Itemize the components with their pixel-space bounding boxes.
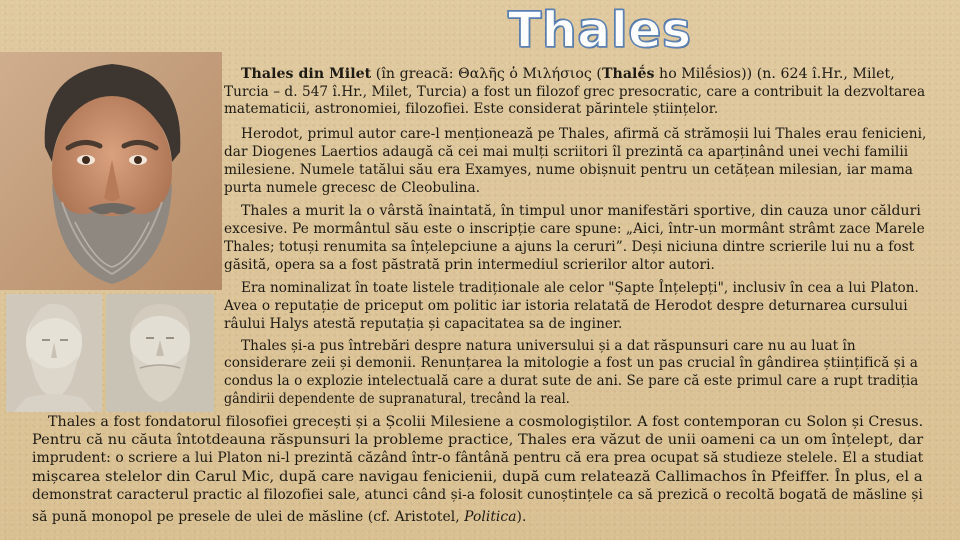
text-span: Thales și-a pus întrebări despre natura universului și a dat răspunsuri care nu au luat în: [241, 338, 856, 354]
text-span: purta numele grecesc de Cleobulina.: [224, 180, 481, 196]
italic-text: Politica: [464, 509, 517, 525]
text-line: [224, 162, 913, 180]
text-line: [241, 66, 895, 84]
text-span: imprudent: o scriere a lui Platon ni-l prezintă căzând într-o fântână pentru că era prea ocupat să studieze stelele. El a studiat: [32, 450, 924, 466]
text-line: [224, 355, 918, 373]
text-span: Thales a fost fondatorul filosofiei grecești și a Școlii Milesiene a cosmologiștilor. A fost contemporan cu Solon și Cresus.: [48, 414, 924, 430]
text-span: matematicii, astronomiei, filozofiei. Este considerat părintele științelor.: [224, 101, 719, 117]
text-line: [48, 414, 923, 432]
text-line: [32, 450, 923, 468]
text-span: Pentru că nu căuta întotdeauna răspunsuri la probleme practice, Thales era văzut de unii oameni ca un om înțelept, dar: [32, 432, 924, 448]
text-line: [224, 391, 570, 409]
text-span: râului Halys atestă reputația și capacitatea sa de inginer.: [224, 316, 623, 332]
text-line: [241, 203, 921, 221]
text-line: [224, 373, 918, 391]
slide-title: Thales: [508, 2, 692, 59]
text-span: găsită, opera sa a fost păstrată prin intermediul scrierilor altor autori.: [224, 257, 715, 273]
bust-illustration-1: [6, 294, 102, 412]
text-line: [224, 239, 914, 257]
text-span: milesiene. Numele tatălui său era Examyes, nume obișnuit pentru un cetățean milesian, iar mama: [224, 162, 914, 178]
text-span: Thales a murit la o vârstă înaintată, în timpul unor manifestări sportive, din cauza unor călduri: [241, 203, 921, 219]
text-line: [32, 469, 923, 487]
text-span: ).: [516, 509, 527, 525]
text-span: demonstrat caracterul practic al filozofiei sale, atunci când și-a folosit cunoștințele ca să prezică o recoltă bogată de măsline și: [32, 487, 923, 503]
text-line: [224, 101, 718, 119]
text-span: ho Milḗsios)) (n. 624 î.Hr., Milet,: [654, 66, 895, 82]
portrait-photo: [0, 52, 222, 290]
text-line: [32, 509, 526, 527]
text-span: să pună monopol pe presele de ulei de măsline (cf. Aristotel,: [32, 509, 465, 525]
text-span: (în greacă: Θαλῆς ὁ Μιλήσιος (: [371, 66, 602, 82]
text-span: Thales; totuși renumita sa înțelepciune a ajuns la ceruri”. Deși niciuna dintre scrierile lui nu a fost: [224, 239, 915, 255]
text-line: [224, 221, 925, 239]
text-line: [224, 316, 622, 334]
text-span: dar Diogenes Laertios adaugă că cei mai mulți scriitori îl prezintă ca aparținând unei vechi familii: [224, 144, 909, 160]
bust-illustration-2: [106, 294, 214, 412]
text-line: [32, 432, 923, 450]
text-line: [241, 338, 856, 356]
statue-bust-2: [106, 294, 214, 412]
text-span: Herodot, primul autor care-l menționează pe Thales, afirmă că strămoșii lui Thales erau fenicieni,: [241, 126, 927, 142]
text-line: [224, 180, 480, 198]
statue-bust-1: [6, 294, 102, 412]
bold-text: Thales din Milet: [241, 66, 372, 82]
text-span: Turcia – d. 547 î.Hr., Milet, Turcia) a fost un filozof grec presocratic, care a contribuit la dezvoltarea: [224, 84, 926, 100]
text-line: [224, 257, 715, 275]
text-span: excesive. Pe mormântul său este o inscripție care spune: „Aici, într-un mormânt strâmt zace Marele: [224, 221, 925, 237]
text-span: mișcarea stelelor din Carul Mic, după care navigau fenicienii, după cum relatează Callimachos în Pfeiffer. În plus, el a: [32, 469, 923, 485]
text-span: considerare zeii și demonii. Renunțarea la mitologie a fost un pas crucial în gândirea științifică și a: [224, 355, 918, 371]
text-span: Era nominalizat în toate listele tradiționale ale celor "Șapte Înțelepți", inclusiv în cea a lui Platon.: [241, 280, 919, 296]
text-line: [32, 487, 923, 505]
text-span: gândirii dependente de supranatural, trecând la real.: [224, 391, 570, 407]
text-line: [224, 84, 925, 102]
text-line: [241, 280, 919, 298]
text-line: [241, 126, 926, 144]
text-span: condus la o explozie intelectuală care a durat sute de ani. Se pare că este primul care a rupt tradiția: [224, 373, 919, 389]
portrait-illustration: [0, 52, 222, 290]
text-span: Avea o reputație de priceput om politic iar istoria relatată de Herodot despre deturnarea cursului: [224, 298, 908, 314]
bold-text: Thalḗs: [601, 66, 655, 82]
text-line: [224, 144, 908, 162]
text-line: [224, 298, 908, 316]
